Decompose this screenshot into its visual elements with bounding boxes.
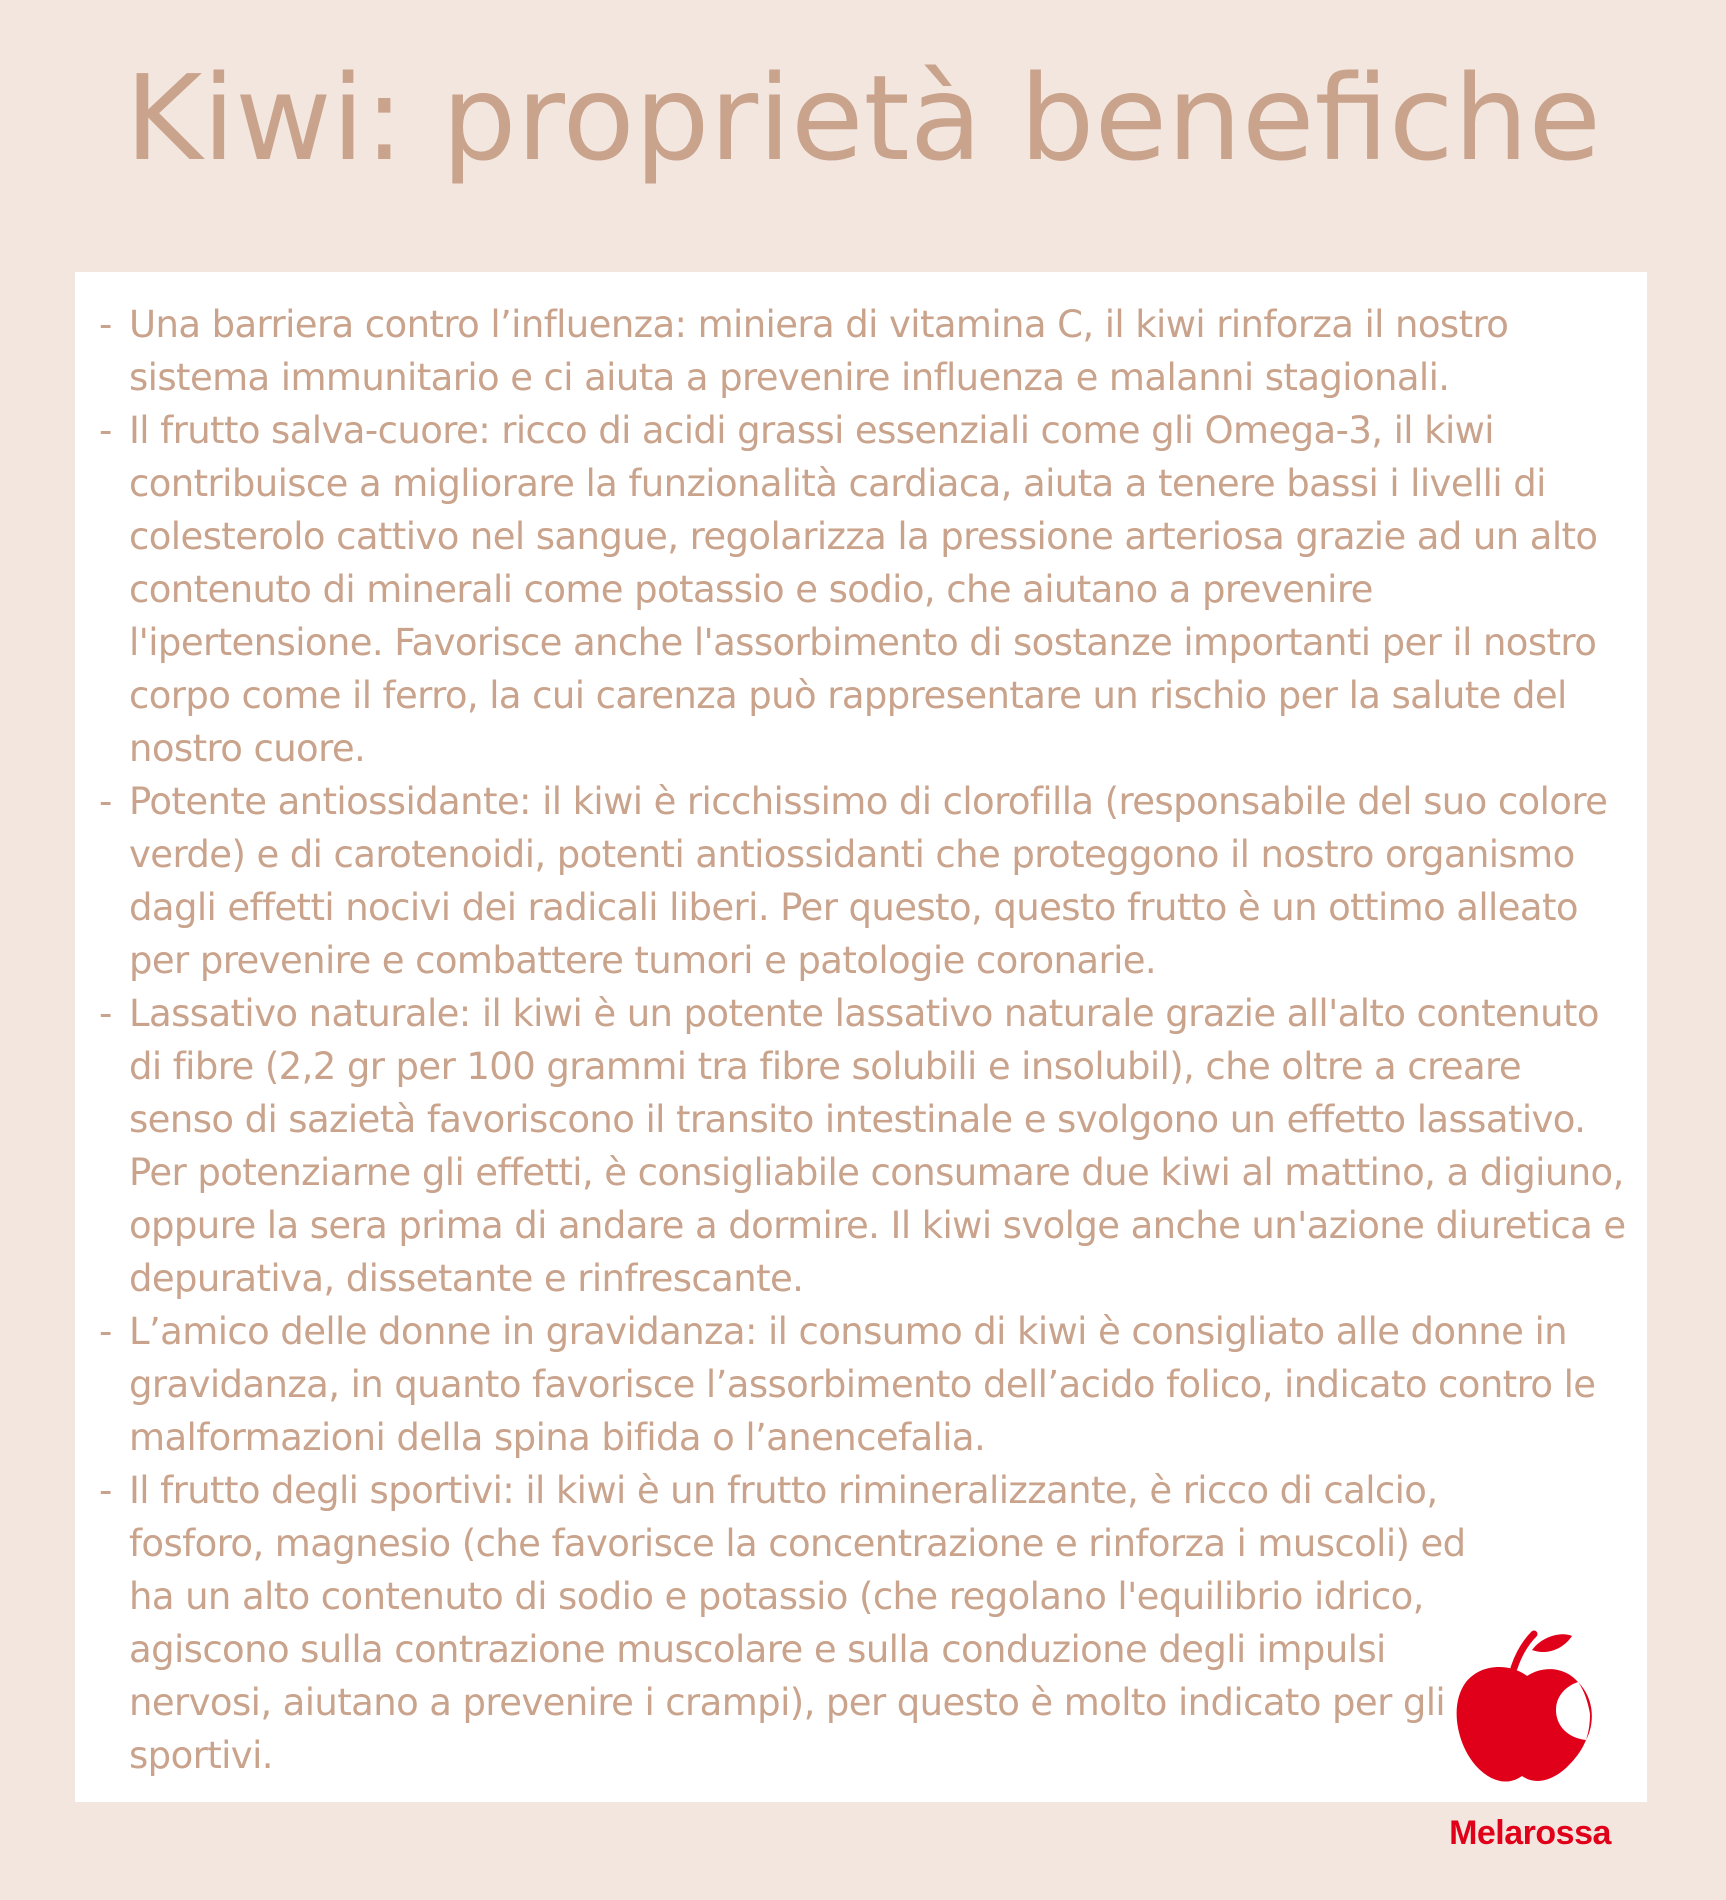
list-item — [99, 1305, 1629, 1464]
page-title: Kiwi: proprietà benefiche — [124, 49, 1602, 187]
list-marker: - — [99, 409, 112, 452]
list-item — [99, 1464, 1629, 1782]
list-item — [99, 404, 1629, 775]
list-marker: - — [99, 1469, 112, 1512]
list-item-text: Il frutto salva-cuore: ricco di acidi grassi essenziali come gli Omega-3, il kiwi contribuisce a migliorare la funzionalità cardiaca, aiuta a tenere bassi i livelli di colesterolo cattivo nel sangue, regolarizza la pressione arteriosa grazie ad un alto contenuto di minerali come potassio e sodio, che aiutano a prevenire l'ipertensione. Favorisce anche l'assorbimento di sostanze importanti per il nostro corpo come il ferro, la cui carenza può rappresentare un rischio per la salute del nostro cuore. — [129, 409, 1598, 770]
list-marker: - — [99, 303, 112, 346]
list-marker: - — [99, 780, 112, 823]
list-item-text: Lassativo naturale: il kiwi è un potente lassativo naturale grazie all'alto contenuto di fibre (2,2 gr per 100 grammi tra fibre solubili e insolubil), che oltre a creare senso di sazietà favoriscono il transito intestinale e svolgono un effetto lassativo. Per potenziarne gli effetti, è consigliabile consumare due kiwi al mattino, a digiuno, oppure la sera prima di andare a dormire. Il kiwi svolge anche un'azione diuretica e depurativa, dissetante e rinfrescante. — [129, 992, 1626, 1300]
list-item — [99, 775, 1629, 987]
content-card — [75, 272, 1647, 1802]
list-marker: - — [99, 1310, 112, 1353]
apple-logo-icon — [1452, 1630, 1602, 1790]
list-item-text: Potente antiossidante: il kiwi è ricchissimo di clorofilla (responsabile del suo colore verde) e di carotenoidi, potenti antiossidanti che proteggono il nostro organismo dagli effetti nocivi dei radicali liberi. Per questo, questo frutto è un ottimo alleato per prevenire e combattere tumori e patologie coronarie. — [129, 780, 1608, 982]
benefits-list — [99, 298, 1629, 1782]
list-item-text: L’amico delle donne in gravidanza: il consumo di kiwi è consigliato alle donne in gravidanza, in quanto favorisce l’assorbimento dell’acido folico, indicato contro le malformazioni della spina bifida o l’anencefalia. — [129, 1310, 1596, 1459]
list-item — [99, 987, 1629, 1305]
list-marker: - — [99, 992, 112, 1035]
list-item — [99, 298, 1629, 404]
list-item-text: Una barriera contro l’influenza: miniera di vitamina C, il kiwi rinforza il nostro sistema immunitario e ci aiuta a prevenire influenza e malanni stagionali. — [129, 303, 1509, 399]
melarossa-logo — [1440, 1630, 1620, 1880]
brand-name: Melarossa — [1449, 1814, 1611, 1852]
list-item-text: Il frutto degli sportivi: il kiwi è un frutto rimineralizzante, è ricco di calcio, fosforo, magnesio (che favorisce la concentrazione e rinforza i muscoli) ed ha un alto contenuto di sodio e potassio (che regolano l'equilibrio idrico, agiscono sulla contrazione muscolare e sulla conduzione degli impulsi nervosi, aiutano a prevenire i crampi), per questo è molto indicato per gli sportivi. — [129, 1469, 1466, 1777]
